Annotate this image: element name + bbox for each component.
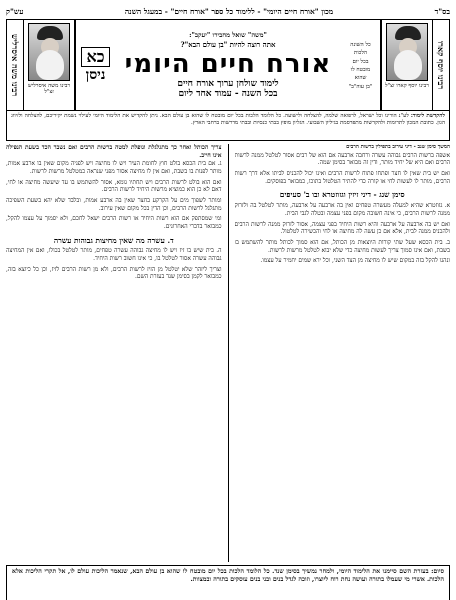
column-divider [228,144,229,562]
main-title: אורח חיים היומי [124,48,332,79]
right-box-line-1: כל השונה [350,42,371,49]
date-month: ניסן [85,66,106,83]
date-box [75,20,115,110]
right-box-line-3: בכל יום [352,58,369,65]
right-portrait-image [386,23,428,81]
right-box-line-5: שהוא [354,75,367,82]
paragraph: ואם הוא בולט לרשות הרבים ויש תחתיו גומא, אסור להשתמש בו עד שיעשה מחיצה או לחי, דאם לא כן הוא כמוציא מרשות היחיד לרשות הרבים. [6,179,222,194]
paragraph: ואם יש בית שאין לו חצר ופתחו פתוח לרשות הרבים ואינו יכול להכניס לביתו אלא דרך רשות הרבים, מותר לו לעשות לחי או קורה כדי להתיר הטלטול בתוכו, כמבואר בפוסקים. [234,171,450,185]
paragraph: ומי שמסתפק אם הוא רשות היחיד או רשות הרבים ישאל לחכם, ולא יסמוך על עצמו להקל, כמבואר בדברי האחרונים. [6,216,222,231]
paragraph: ונהגו להקל בזה במקום שיש לו מחיצה מן הצד השני, וכל ירא שמים יחמיר על עצמו. [260,258,450,265]
date-day: כא [81,47,109,67]
dedication-bar [6,111,450,141]
paragraph: ג. אם בית הכסא בולט חוץ לחומת העיר ויש לו מחיצה ויש לפניה מקום שאין בו ארבע אמות, מותר לפנות בו בשבת, ואם אין לו מחיצה אסור מפני שנראה כמטלטל מרשות לרשות. [6,161,222,176]
right-vertical-banner: רבינו יוסף קארו [433,20,449,110]
paragraph: וצריך ליזהר שלא יטלטל מן הזיז לרשות הרבים, ולא מן רשות הרבים לזיז, וכן כל כיוצא בזה, כמבואר לקמן בסימן שנד בעזרת השם. [6,266,222,281]
slogan-line-1: "משה" שואל מחבירו "יעקב": [189,30,267,39]
right-box-line-6: "בן עוה"ב" [348,83,373,90]
paragraph: ומותר לשפוך מים על הקרקע בחצר שאין בה ארבע אמות, ובלבד שלא יהא בשעת השפיכה מתגלגל לרשות הרבים, וכן הדין בכל מקום שאין עירוב. [6,198,222,212]
footer-text: סיום: בעזרת השם סיימנו את הלימוד היומי, ולמחר נמשיך בסימן שנד. כל הלומד הלכות בכל יום מובטח לו שהוא בן עולם הבא, שנאמר הליכות עולם לו, אל תקרי הליכות אלא הלכות. אשרי מי שעמלו בתורה ועושה נחת רוח ליוצרו, וזוכה לגדל בנים ובני בנים עוסקים בתורה ובמצוות. [12,568,444,584]
paragraph: אשפה ברשות הרבים גבוהה עשרה ורחבה ארבעה אם הוא של רבים אסור לטלטל ממנה לרשות הרבים ואם היא של יחיד מותר, ודין זה מבואר בסימן שמה. [234,152,450,167]
paragraph: ב. בית הכסא שעל שתי קורות היוצאות מן הכותל, אם הוא סמוך לכותל מותר להשתמש בו בשבת, ואם אינו סמוך צריך לעשות מחיצה כדי שלא יבוא לטלטל מרשות לרשות. [234,239,450,254]
paragraph: א. גזוזטרא שהיא למעלה מעשרה טפחים ואין בה ארבעה על ארבעה, מותר לטלטל בה ולזרוק ממנה לרשות הרבים, כי אינה חשובה מקום בפני עצמה ובטלה לגבי הבית. [234,203,450,217]
left-portrait-image [28,23,70,81]
right-box-line-2: הלכות [353,50,368,57]
footer-box [6,565,450,600]
right-portrait [381,20,433,110]
left-portrait-caption: רבינו משה איסרליש זצ"ל [27,83,71,96]
top-strip-right: בס"ד [434,6,450,16]
right-column [235,144,451,562]
right-box-line-4: מובטח לו [350,67,371,73]
body-columns [6,144,450,562]
left-portrait [23,20,75,110]
subtitle-line-2: בכל השנה - עמוד אחד ליום [178,89,278,99]
section-heading: סימן שנג - דיני זיזין וגזוזטרא ובו ב' סעיפים [279,190,405,200]
dedication-label: להקדשת לימוד: [410,113,445,119]
right-info-box [341,20,381,110]
left-column [6,144,222,562]
left-column-intro: צריך הכותל ואחר כך מתגלגלת ונופלת למטה ברשות הרבים ואם נשבר הכד בשעת הנפילה אינו חייב. [6,144,222,159]
dedication-text: לע"נ הורינו וכל ישראל, לרפואה שלמה, להצלחה ולישועה. כל הלומד הלכות בכל יום מובטח לו שהוא בן עולם הבא. ניתן להקדיש את הלימוד היומי לעילוי נשמת יקיריכם, להצלחה ולזיווג הגון. כתובת המכון לתרומות ולהקדשות מתפרסמת בגיליון השבועי. הגליון מופץ בבתי כנסיות ובבתי מדרשות ברחבי הארץ. [11,113,445,126]
section-heading: ד. עשרה מה שאין מחיצות גבוהות עשרה [53,235,174,245]
title-block [115,20,341,110]
subtitle-line-1: לימוד שולחן ערוך אורח חיים [177,78,279,89]
paragraph: ואם יש בה ארבעה על ארבעה והיא רשות היחיד בפני עצמה, אסור לזרוק ממנה לרשות הרבים ולהכניס ממנה לבית, אלא אם כן עשה לה מחיצה או לחי והכשירה לטלטול. [234,221,450,236]
right-portrait-caption: רבינו יוסף קארו זצ"ל [385,83,429,89]
slogan-line-2: אתה רוצה להיות "בן עולם הבא"? [180,39,276,49]
masthead [6,19,450,111]
paragraph: ה. בית שיש בו זיז ויש לו מחיצה גבוהה עשרה טפחים, מותר לטלטל בכולו, ואם אין המחיצה גבוהה עשרה אסור לטלטל בו, כי אינו חשוב רשות היחיד. [6,248,222,263]
right-column-top-ref: המשך סימן שנב - דיני עירוב בתפילין ברשות הרבים [346,144,450,150]
top-strip-left: עש"ק [6,6,24,16]
left-vertical-banner: רבינו משה איסרליש [7,20,23,110]
top-strip-center: מכון "אורח חיים היומי" - ללימוד כל ספר "אורח חיים" - במעגל השנה [124,6,334,16]
top-strip [6,4,450,18]
